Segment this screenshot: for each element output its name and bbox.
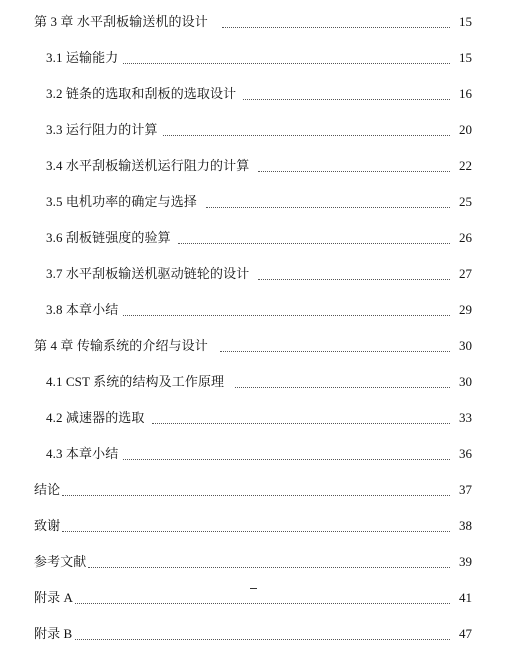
- toc-leader-dots: [163, 133, 450, 136]
- toc-entry-title: 结论: [34, 482, 61, 497]
- toc-entry-title: 3.6 刮板链强度的验算: [46, 230, 171, 245]
- toc-entry[interactable]: [0, 82, 520, 106]
- toc-entry[interactable]: [0, 190, 520, 214]
- toc-leader-dots: [206, 205, 450, 208]
- toc-leader-dots: [62, 493, 450, 496]
- toc-entry-page: 47: [459, 626, 472, 641]
- toc-entry[interactable]: [0, 118, 520, 142]
- toc-entry-title: 第 3 章 水平刮板输送机的设计: [34, 14, 208, 29]
- toc-leader-dots: [123, 313, 450, 316]
- toc-entry-page: 33: [459, 410, 472, 425]
- toc-entry[interactable]: [0, 406, 520, 430]
- toc-leader-dots: [258, 277, 450, 280]
- toc-entry-page: 27: [459, 266, 472, 281]
- toc-leader-dots: [258, 169, 450, 172]
- toc-entry-page: 30: [459, 374, 472, 389]
- toc-entry[interactable]: [0, 370, 520, 394]
- toc-entry[interactable]: [0, 10, 520, 34]
- toc-entry-page: 15: [459, 14, 472, 29]
- toc-entry-page: 36: [459, 446, 472, 461]
- toc-entry-title: 3.3 运行阻力的计算: [46, 122, 158, 137]
- toc-entry-title: 4.1 CST 系统的结构及工作原理: [46, 374, 225, 389]
- toc-entry-title: 3.1 运输能力: [46, 50, 119, 65]
- toc-leader-dots: [88, 565, 450, 568]
- toc-entry[interactable]: [0, 514, 520, 538]
- toc-entry-title: 4.3 本章小结: [46, 446, 119, 461]
- toc-entry-page: 38: [459, 518, 472, 533]
- toc-entry-title: 3.5 电机功率的确定与选择: [46, 194, 197, 209]
- toc-entry-page: 39: [459, 554, 472, 569]
- toc-entry-page: 30: [459, 338, 472, 353]
- toc-entry-page: 16: [459, 86, 472, 101]
- toc-leader-dots: [152, 421, 450, 424]
- toc-leader-dots: [123, 61, 450, 64]
- toc-entry[interactable]: [0, 262, 520, 286]
- toc-entry-page: 25: [459, 194, 472, 209]
- toc-leader-dots: [243, 97, 450, 100]
- toc-leader-dots: [62, 529, 450, 532]
- toc-leader-dots: [75, 637, 450, 640]
- toc-entry-title: 参考文献: [34, 554, 87, 569]
- stray-dash-mark: [250, 588, 257, 589]
- toc-entry-page: 26: [459, 230, 472, 245]
- toc-leader-dots: [75, 601, 450, 604]
- toc-entry-title: 致谢: [34, 518, 61, 533]
- toc-entry-title: 3.4 水平刮板输送机运行阻力的计算: [46, 158, 250, 173]
- toc-leader-dots: [220, 349, 450, 352]
- toc-entry-title: 第 4 章 传输系统的介绍与设计: [34, 338, 208, 353]
- toc-entry[interactable]: [0, 550, 520, 574]
- toc-entry[interactable]: [0, 586, 520, 610]
- toc-entry[interactable]: [0, 622, 520, 646]
- toc-entry[interactable]: [0, 154, 520, 178]
- toc-entry-page: 20: [459, 122, 472, 137]
- toc-leader-dots: [235, 385, 450, 388]
- toc-entry-title: 4.2 减速器的选取: [46, 410, 145, 425]
- toc-entry-page: 15: [459, 50, 472, 65]
- toc-entry[interactable]: [0, 298, 520, 322]
- toc-leader-dots: [123, 457, 450, 460]
- toc-entry[interactable]: [0, 478, 520, 502]
- toc-entry-page: 41: [459, 590, 472, 605]
- toc-leader-dots: [222, 25, 450, 28]
- toc-entry-title: 附录 B: [34, 626, 73, 641]
- toc-entry[interactable]: [0, 46, 520, 70]
- toc-entry-page: 37: [459, 482, 472, 497]
- toc-leader-dots: [178, 241, 450, 244]
- toc-entry-title: 3.2 链条的选取和刮板的选取设计: [46, 86, 237, 101]
- toc-entry-page: 22: [459, 158, 472, 173]
- toc-entry-title: 3.7 水平刮板输送机驱动链轮的设计: [46, 266, 250, 281]
- toc-entry[interactable]: [0, 442, 520, 466]
- toc-entry-title: 3.8 本章小结: [46, 302, 119, 317]
- toc-entry[interactable]: [0, 334, 520, 358]
- toc-entry-title: 附录 A: [34, 590, 74, 605]
- toc-entry[interactable]: [0, 226, 520, 250]
- toc-entry-page: 29: [459, 302, 472, 317]
